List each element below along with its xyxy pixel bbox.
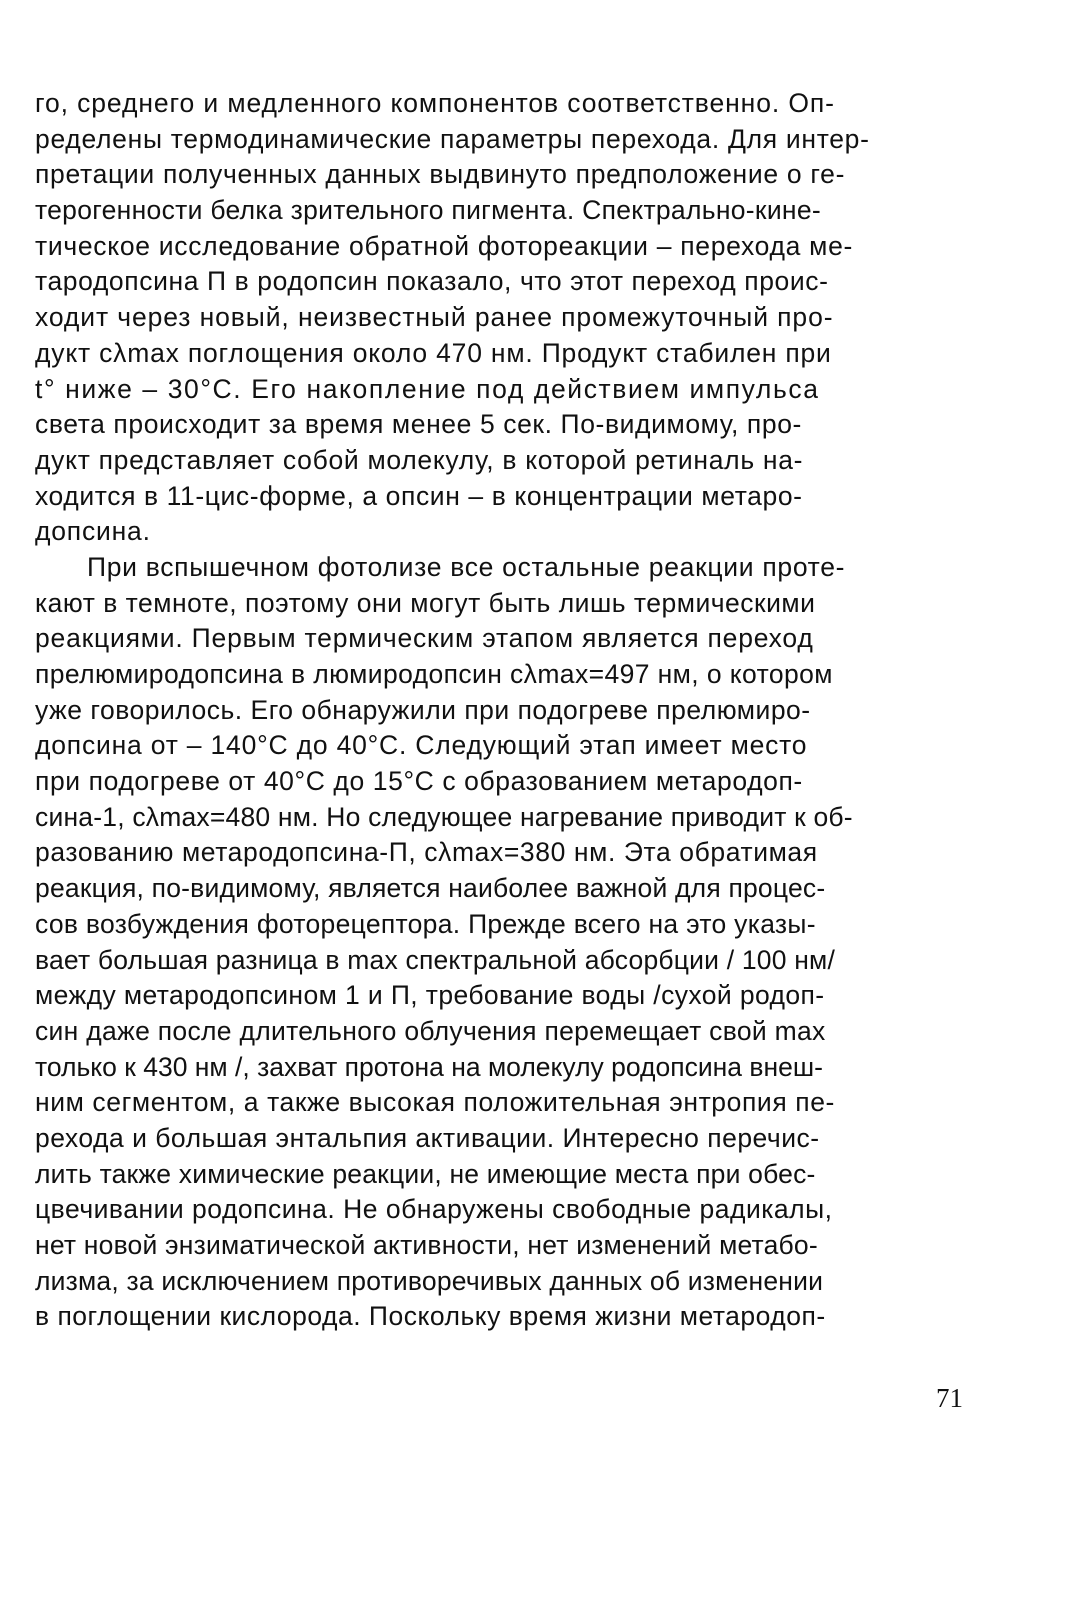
text-line: уже говорилось. Его обнаружили при подогреве прелюмиро- [35,694,811,725]
text-line: претации полученных данных выдвинуто предположение о ге- [35,159,846,190]
text-line: между метародопсином 1 и П, требование воды /сухой родоп- [35,980,825,1011]
text-line: син даже после длительного облучения перемещает свой max [35,1015,826,1046]
text-line: прелюмиродопсина в люмиродопсин сλmax=497 нм, о котором [35,659,833,689]
text-line: только к 430 нм /, захват протона на молекулу родопсина внеш- [35,1051,823,1082]
text-line: при подогреве от 40°С до 15°С с образованием метародоп- [35,766,803,797]
text-line: дукт представляет собой молекулу, в которой ретиналь на- [35,444,804,475]
text-line: лизма, за исключением противоречивых данных об изменении [35,1265,824,1296]
text-line: реакциями. Первым термическим этапом является переход [35,623,814,654]
text-line: кают в темноте, поэтому они могут быть лишь термическими [35,587,816,618]
text-line: допсина от – 140°С до 40°С. Следующий этап имеет место [35,730,808,761]
text-line: допсина. [35,516,151,547]
text-line: разованию метародопсина-П, сλmax=380 нм. Эта обратимая [35,837,818,868]
text-line: ходит через новый, неизвестный ранее промежуточный про- [35,302,834,333]
text-line: реакция, по-видимому, является наиболее важной для процес- [35,873,826,904]
body-text [35,86,1045,1335]
text-line: сов возбуждения фоторецептора. Прежде всего на это указы- [35,908,816,939]
text-line: терогенности белка зрительного пигмента. Спектрально-кине- [35,195,822,226]
text-line: в поглощении кислорода. Поскольку время жизни метародоп- [35,1301,826,1332]
text-line: сина-1, сλmax=480 нм. Но следующее нагревание приводит к об- [35,801,853,832]
text-line: ределены термодинамические параметры перехода. Для интер- [35,123,870,154]
text-line: света происходит за время менее 5 сек. По-видимому, про- [35,409,802,440]
text-line: цвечивании родопсина. Не обнаружены свободные радикалы, [35,1194,833,1225]
text-line: ходится в 11-цис-форме, а опсин – в концентрации метаро- [35,480,803,511]
text-line: дукт сλmax поглощения около 470 нм. Продукт стабилен при [35,337,832,368]
text-line: При вспышечном фотолизе все остальные реакции проте- [87,551,846,582]
text-line: вает большая разница в max спектральной абсорбции / 100 нм/ [35,944,836,975]
text-line: t° ниже – 30°С. Его накопление под действием импульса [35,373,820,404]
text-line: нет новой энзиматической активности, нет изменений метабо- [35,1230,818,1260]
text-line: тародопсина П в родопсин показало, что этот переход проис- [35,266,829,297]
text-line: ним сегментом, а также высокая положительная энтропия пе- [35,1087,835,1118]
text-line: рехода и большая энтальпия активации. Интересно перечис- [35,1122,820,1153]
text-line: лить также химические реакции, не имеющие места при обес- [35,1158,816,1189]
page-number: 71 [936,1383,963,1413]
text-line: го, среднего и медленного компонентов соответственно. Оп- [35,88,835,118]
text-line: тическое исследование обратной фотореакции – перехода ме- [35,230,854,261]
